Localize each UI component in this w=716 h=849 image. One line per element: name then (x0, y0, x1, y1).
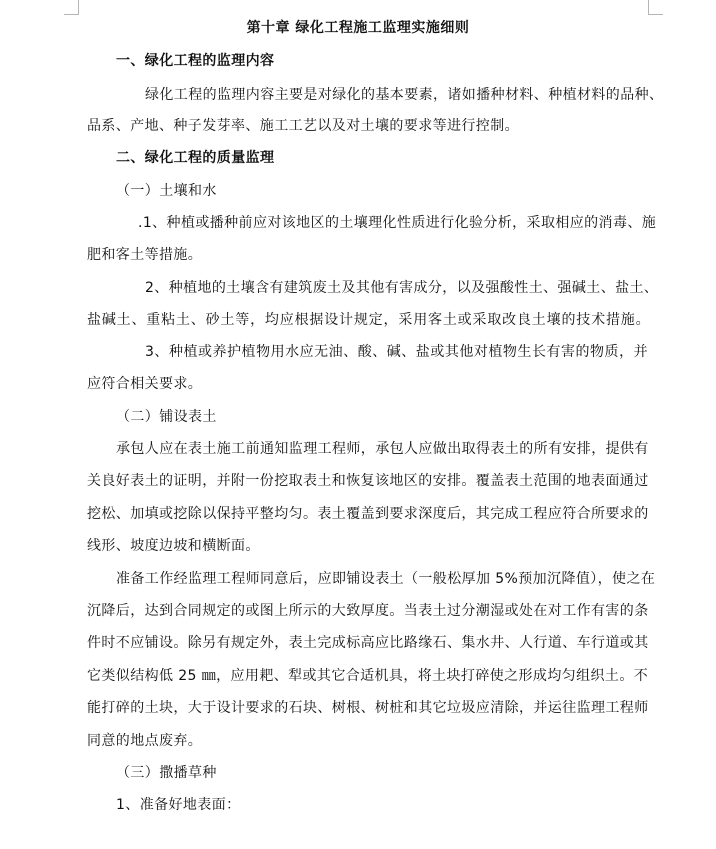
paragraph-line: 肥和客土等措施。 (87, 247, 203, 263)
subsection-heading: （三）撒播草种 (116, 765, 217, 781)
paragraph-line: 关良好表土的证明，并附一份挖取表土和恢复该地区的安排。覆盖表土范围的地表面通过 (87, 473, 649, 489)
paragraph-line: 它类似结构低 25 ㎜，应用耙、犁或其它合适机具，将土块打碎使之形成均匀组织土。不 (87, 668, 649, 684)
paragraph-line: 挖松、加填或挖除以保持平整均匀。表土覆盖到要求深度后，其完成工程应符合所要求的 (87, 506, 649, 522)
subsection-heading: （二）铺设表土 (116, 409, 217, 425)
paragraph-line: 应符合相关要求。 (87, 376, 203, 392)
paragraph-line: 件时不应铺设。除另有规定外，表土完成标高应比路缘石、集水井、人行道、车行道或其 (87, 635, 649, 651)
paragraph-line: 能打碎的土块，大于设计要求的石块、树根、树桩和其它垃圾应清除，并运往监理工程师 (87, 700, 649, 716)
subsection-heading: （一）土壤和水 (116, 183, 217, 199)
paragraph-line: 1、准备好地表面： (116, 797, 241, 813)
paragraph-line: 沉降后，达到合同规定的或图上所示的大致厚度。当表土过分潮湿或处在对工作有害的条 (87, 603, 649, 619)
paragraph-line: .1、种植或播种前应对该地区的土壤理化性质进行化验分析，采取相应的消毒、施 (138, 215, 657, 231)
chapter-title: 第十章 绿化工程施工监理实施细则 (246, 20, 470, 36)
paragraph-line: 盐碱土、重粘土、砂土等，均应根据设计规定，采用客土或采取改良土壤的技术措施。 (87, 312, 650, 328)
page-corner-mark (64, 0, 79, 15)
paragraph-line: 线形、坡度边坡和横断面。 (87, 538, 260, 554)
page-corner-mark (648, 0, 663, 15)
paragraph-line: 3、种植或养护植物用水应无油、酸、碱、盐或其他对植物生长有害的物质，并 (145, 344, 648, 360)
paragraph-line: 品系、产地、种子发芽率、施工工艺以及对土壤的要求等进行控制。 (87, 118, 519, 134)
paragraph-line: 2、种植地的土壤含有建筑废土及其他有害成分，以及强酸性土、强碱土、盐土、 (145, 280, 659, 296)
section-heading: 二、绿化工程的质量监理 (116, 150, 275, 166)
paragraph-line: 准备工作经监理工程师同意后，应即铺设表土（一般松厚加 5%预加沉降值），使之在 (116, 571, 656, 587)
section-heading: 一、绿化工程的监理内容 (116, 53, 275, 69)
paragraph-line: 承包人应在表土施工前通知监理工程师，承包人应做出取得表土的所有安排，提供有 (116, 441, 649, 457)
paragraph-line: 同意的地点废弃。 (87, 733, 203, 749)
paragraph-line: 绿化工程的监理内容主要是对绿化的基本要素，诸如播种材料、种植材料的品种、 (145, 87, 664, 103)
